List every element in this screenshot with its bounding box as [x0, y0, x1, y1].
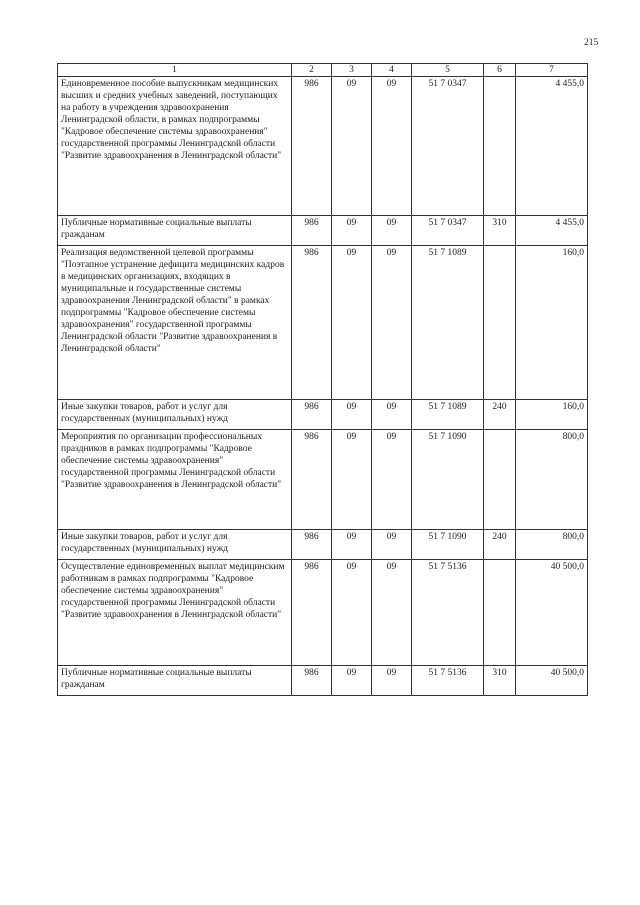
row-description: Иные закупки товаров, работ и услуг для государственных (муниципальных) нужд — [58, 530, 292, 560]
row-col-2: 986 — [292, 666, 332, 696]
row-col-2: 986 — [292, 216, 332, 246]
row-description: Публичные нормативные социальные выплаты гражданам — [58, 666, 292, 696]
row-description: Осуществление единовременных выплат медицинским работникам в рамках подпрограммы "Кадровое обеспечение системы здравоохранения" государственной программы Ленинградской области "Развитие здравоохранения в Ленинградской области" — [58, 560, 292, 666]
row-col-5: 51 7 5136 — [412, 666, 484, 696]
row-col-5: 51 7 0347 — [412, 77, 484, 216]
row-col-4: 09 — [372, 430, 412, 530]
row-col-2: 986 — [292, 400, 332, 430]
row-col-2: 986 — [292, 246, 332, 400]
row-col-5: 51 7 1089 — [412, 400, 484, 430]
page-number: 215 — [584, 38, 599, 48]
header-col-1: 1 — [58, 64, 292, 77]
row-col-4: 09 — [372, 560, 412, 666]
row-col-5: 51 7 1090 — [412, 530, 484, 560]
row-col-2: 986 — [292, 430, 332, 530]
row-col-3: 09 — [332, 560, 372, 666]
row-col-4: 09 — [372, 666, 412, 696]
row-col-6: 310 — [484, 666, 516, 696]
row-col-7: 800,0 — [516, 530, 588, 560]
row-description: Мероприятия по организации профессиональных праздников в рамках подпрограммы "Кадровое обеспечение системы здравоохранения" государственной программы Ленинградской области "Развитие здравоохранения в Ленинградской области" — [58, 430, 292, 530]
row-col-7: 800,0 — [516, 430, 588, 530]
row-col-5: 51 7 5136 — [412, 560, 484, 666]
header-col-6: 6 — [484, 64, 516, 77]
table-row — [58, 560, 588, 666]
row-description: Реализация ведомственной целевой программы "Поэтапное устранение дефицита медицинских кадров в медицинских организациях, входящих в муниципальные и государственные системы здравоохранения Ленинградской области" в рамках подпрограммы "Кадровое обеспечение системы здравоохранения" государственной программы Ленинградской области "Развитие здравоохранения в Ленинградской области" — [58, 246, 292, 400]
row-description: Единовременное пособие выпускникам медицинских высших и средних учебных заведений, поступающих на работу в учреждения здравоохранения Ленинградской области, в рамках подпрограммы "Кадровое обеспечение системы здравоохранения" государственной программы Ленинградской области "Развитие здравоохранения в Ленинградской области" — [58, 77, 292, 216]
table-row — [58, 666, 588, 696]
row-col-7: 160,0 — [516, 246, 588, 400]
row-col-4: 09 — [372, 216, 412, 246]
row-col-3: 09 — [332, 246, 372, 400]
row-col-6: 310 — [484, 216, 516, 246]
row-col-6 — [484, 246, 516, 400]
table-row — [58, 430, 588, 530]
row-col-3: 09 — [332, 530, 372, 560]
row-col-7: 40 500,0 — [516, 560, 588, 666]
row-col-4: 09 — [372, 77, 412, 216]
row-col-7: 160,0 — [516, 400, 588, 430]
table-row — [58, 246, 588, 400]
row-col-3: 09 — [332, 666, 372, 696]
row-description: Иные закупки товаров, работ и услуг для государственных (муниципальных) нужд — [58, 400, 292, 430]
table-row — [58, 216, 588, 246]
row-col-2: 986 — [292, 77, 332, 216]
row-col-2: 986 — [292, 560, 332, 666]
row-col-6: 240 — [484, 530, 516, 560]
row-col-5: 51 7 1090 — [412, 430, 484, 530]
row-col-4: 09 — [372, 400, 412, 430]
row-col-4: 09 — [372, 246, 412, 400]
row-col-2: 986 — [292, 530, 332, 560]
header-col-3: 3 — [332, 64, 372, 77]
row-col-7: 4 455,0 — [516, 77, 588, 216]
row-col-3: 09 — [332, 430, 372, 530]
row-col-7: 40 500,0 — [516, 666, 588, 696]
header-col-5: 5 — [412, 64, 484, 77]
row-col-5: 51 7 0347 — [412, 216, 484, 246]
header-col-7: 7 — [516, 64, 588, 77]
table-row — [58, 77, 588, 216]
table-row — [58, 530, 588, 560]
row-col-4: 09 — [372, 530, 412, 560]
row-col-3: 09 — [332, 400, 372, 430]
row-col-6 — [484, 430, 516, 530]
row-col-3: 09 — [332, 77, 372, 216]
row-col-5: 51 7 1089 — [412, 246, 484, 400]
row-description: Публичные нормативные социальные выплаты гражданам — [58, 216, 292, 246]
header-col-4: 4 — [372, 64, 412, 77]
row-col-6 — [484, 560, 516, 666]
table-header-row — [58, 64, 588, 77]
table-row — [58, 400, 588, 430]
row-col-7: 4 455,0 — [516, 216, 588, 246]
row-col-6: 240 — [484, 400, 516, 430]
row-col-3: 09 — [332, 216, 372, 246]
row-col-6 — [484, 77, 516, 216]
budget-table — [57, 63, 588, 696]
header-col-2: 2 — [292, 64, 332, 77]
